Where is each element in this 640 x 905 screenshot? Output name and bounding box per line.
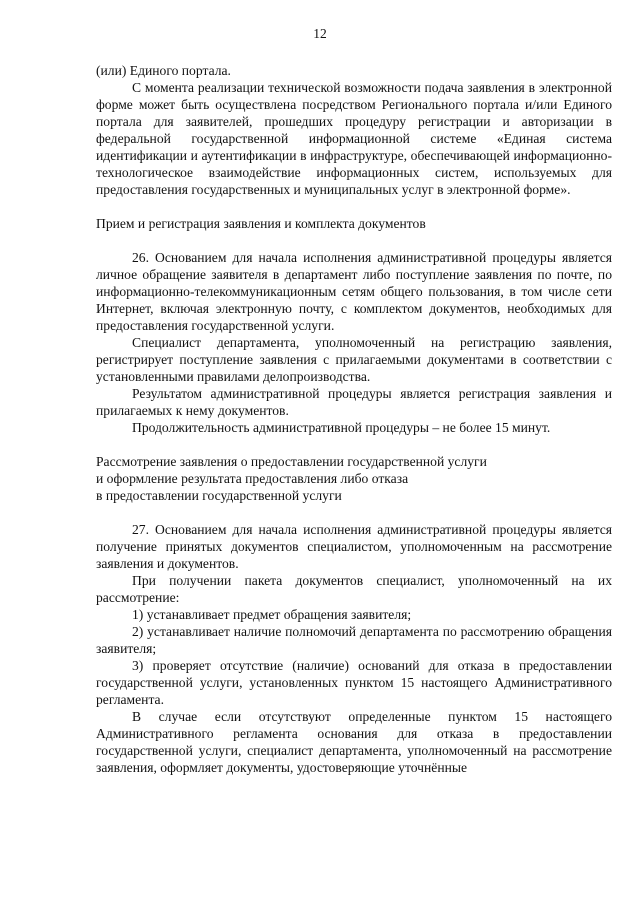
- page-number: 12: [313, 26, 327, 41]
- paragraph: 27. Основанием для начала исполнения административной процедуры является получение принятых документов специалистом, уполномоченным на рассмотрение заявления и документов.: [96, 522, 612, 571]
- paragraph: 26. Основанием для начала исполнения административной процедуры является личное обращение заявителя в департамент либо поступление заявления по почте, по информационно-телекоммуникационным сетям общего пользования, в том числе сети Интернет, включая электронную почту, с комплектом документов, необходимых для предоставления государственной услуги.: [96, 250, 612, 333]
- section-heading-line: и оформление результата предоставления либо отказа: [96, 471, 409, 486]
- paragraph: В случае если отсутствуют определенные пунктом 15 настоящего Административного регламента основания для отказа в предоставлении государственной услуги, специалист департамента, уполномоченный на рассмотрение заявления, оформляет документы, удостоверяющие уточнённые: [96, 709, 612, 775]
- paragraph: При получении пакета документов специалист, уполномоченный на их рассмотрение:: [96, 573, 612, 605]
- section-heading-line: в предоставлении государственной услуги: [96, 488, 342, 503]
- paragraph: Результатом административной процедуры является регистрация заявления и прилагаемых к нему документов.: [96, 386, 612, 418]
- section-heading-line: Рассмотрение заявления о предоставлении государственной услуги: [96, 454, 487, 469]
- section-heading: Прием и регистрация заявления и комплекта документов: [96, 216, 426, 231]
- list-item: 1) устанавливает предмет обращения заявителя;: [132, 607, 412, 622]
- list-item: 2) устанавливает наличие полномочий департамента по рассмотрению обращения заявителя;: [96, 624, 612, 656]
- paragraph: Специалист департамента, уполномоченный на регистрацию заявления, регистрирует поступление заявления с прилагаемыми документами в соответствии с установленными правилами делопроизводства.: [96, 335, 612, 384]
- paragraph: Продолжительность административной процедуры – не более 15 минут.: [132, 420, 551, 435]
- list-item: 3) проверяет отсутствие (наличие) оснований для отказа в предоставлении государственной услуги, установленных пунктом 15 настоящего Административного регламента.: [96, 658, 612, 707]
- paragraph: С момента реализации технической возможности подача заявления в электронной форме может быть осуществлена посредством Регионального портала и/или Единого портала для заявителей, прошедших процедуру регистрации и авторизации в федеральной государственной информационной системе «Единая система идентификации и аутентификации в инфраструктуре, обеспечивающей информационно-технологическое взаимодействие информационных систем, используемых для предоставления государственных и муниципальных услуг в электронной форме».: [96, 80, 612, 197]
- paragraph: (или) Единого портала.: [96, 63, 231, 78]
- document-body: [96, 62, 612, 776]
